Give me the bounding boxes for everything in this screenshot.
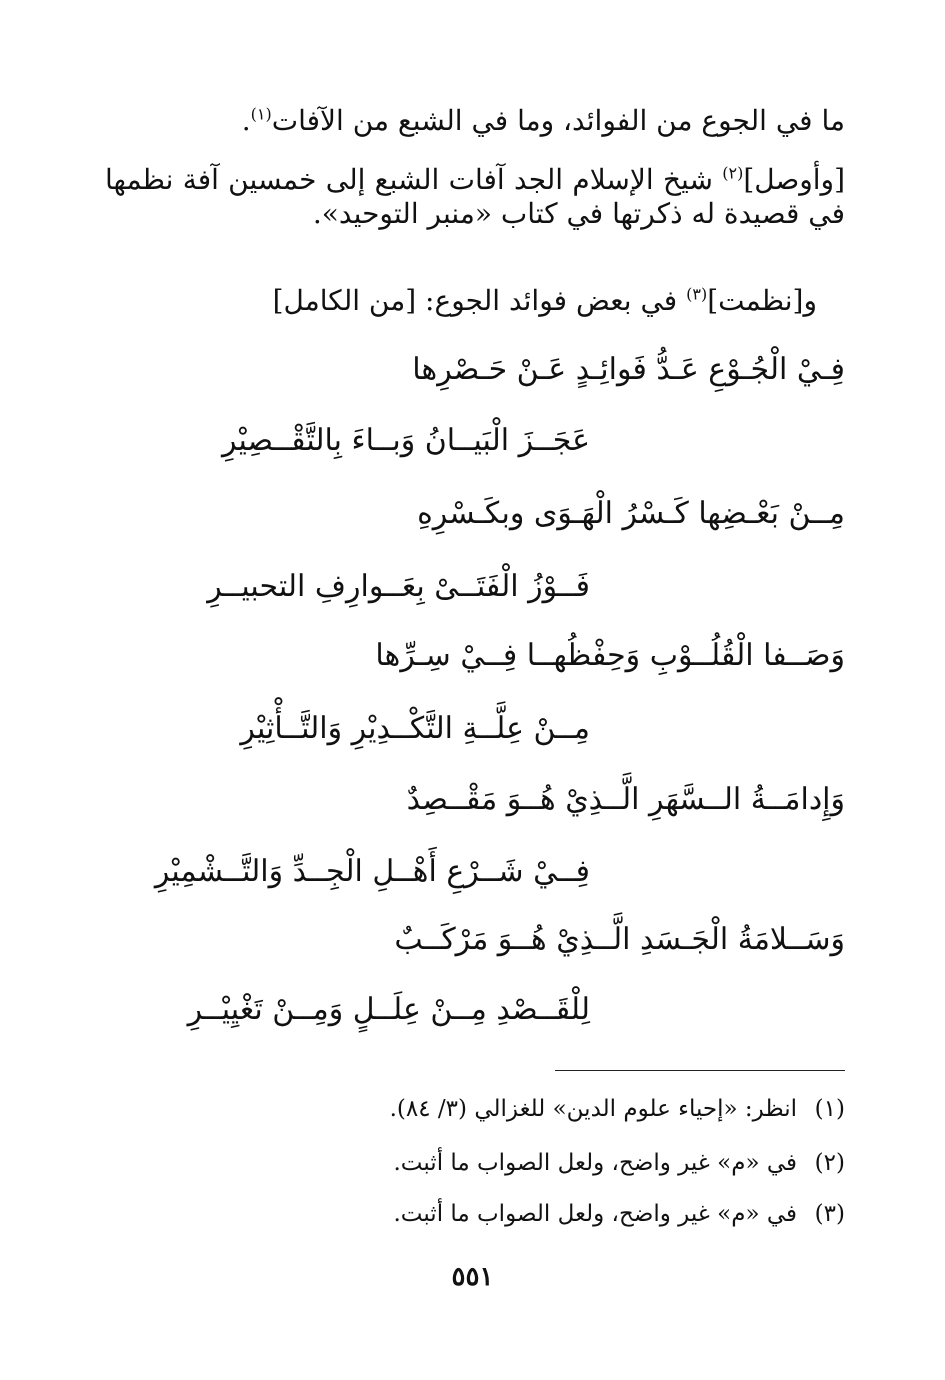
poem-line-10: لِلْقَــصْدِ مِــنْ عِلَــلٍ وَمِــنْ تَغْيِيْــرِ	[187, 992, 590, 1027]
poem-line-4: فَــوْزُ الْفَتَــىْ بِعَــوارِفِ التحبيــرِ	[207, 569, 590, 604]
poem-line-3: مِــنْ بَعْـضِها كَـسْرُ الْهَـوَى وبكَـسْرِهِ	[417, 496, 845, 531]
paragraph-2	[105, 163, 845, 231]
paragraph-2-lead: [وأوصل]	[743, 163, 845, 196]
footnote-2	[105, 1148, 845, 1178]
footnote-1-number: (١)	[814, 1096, 845, 1122]
poem-line-5: وَصَــفا الْقُلُــوْبِ وَحِفْظُهــا فِــيْ سِـرِّها	[375, 638, 845, 673]
paragraph-1-text: ما في الجوع من الفوائد، وما في الشبع من الآفات	[271, 104, 845, 137]
paragraph-2-text: شيخ الإسلام الجد آفات الشبع إلى خمسين آفة نظمها في قصيدة له ذكرتها في كتاب «منبر التوحيد».	[105, 163, 845, 230]
paragraph-1	[105, 104, 845, 138]
poem-line-2: عَجَــزَ الْبَيــانُ وَبــاءَ بِالتَّقْــصِيْرِ	[221, 423, 590, 458]
poem-line-7: وَإِدامَــةُ الــسَّهَرِ الَّــذِيْ هُــوَ مَقْــصِدٌ	[406, 782, 845, 817]
footnote-2-number: (٢)	[814, 1150, 845, 1176]
paragraph-3-text: في بعض فوائد الجوع: [من الكامل]	[272, 284, 687, 317]
footnote-separator	[555, 1070, 845, 1071]
footnote-ref-3[interactable]: (٣)	[686, 284, 708, 304]
poem-line-9: وَسَــلامَةُ الْجَـسَدِ الَّــذِيْ هُــوَ مَرْكَــبٌ	[394, 922, 845, 957]
footnote-3-text: في «م» غير واضح، ولعل الصواب ما أثبت.	[393, 1201, 797, 1227]
footnote-3	[105, 1199, 845, 1229]
footnote-3-number: (٣)	[814, 1201, 845, 1227]
paragraph-1-tail: .	[241, 104, 251, 137]
poem-line-8: فِــيْ شَــرْعِ أَهْــلِ الْجِــدِّ وَالتَّــشْمِيْرِ	[154, 854, 590, 889]
footnote-2-text: في «م» غير واضح، ولعل الصواب ما أثبت.	[393, 1150, 797, 1176]
poem-line-6: مِــنْ عِلَّــةِ التَّكْــدِيْرِ وَالتَّــأْثِيْرِ	[240, 711, 590, 746]
paragraph-3-lead: و[نظمت]	[707, 284, 817, 317]
page-number: ٥٥١	[451, 1262, 494, 1292]
footnote-1	[105, 1094, 845, 1124]
poem-line-1: فِـيْ الْجُـوْعِ عَـدُّ فَوائِـدٍ عَـنْ حَـصْرِها	[412, 352, 845, 387]
footnote-ref-1[interactable]: (١)	[250, 104, 272, 124]
footnote-ref-2[interactable]: (٢)	[722, 163, 744, 183]
footnote-1-text: انظر: «إحياء علوم الدين» للغزالي (٣/ ٨٤).	[389, 1096, 797, 1122]
paragraph-3	[77, 284, 817, 318]
